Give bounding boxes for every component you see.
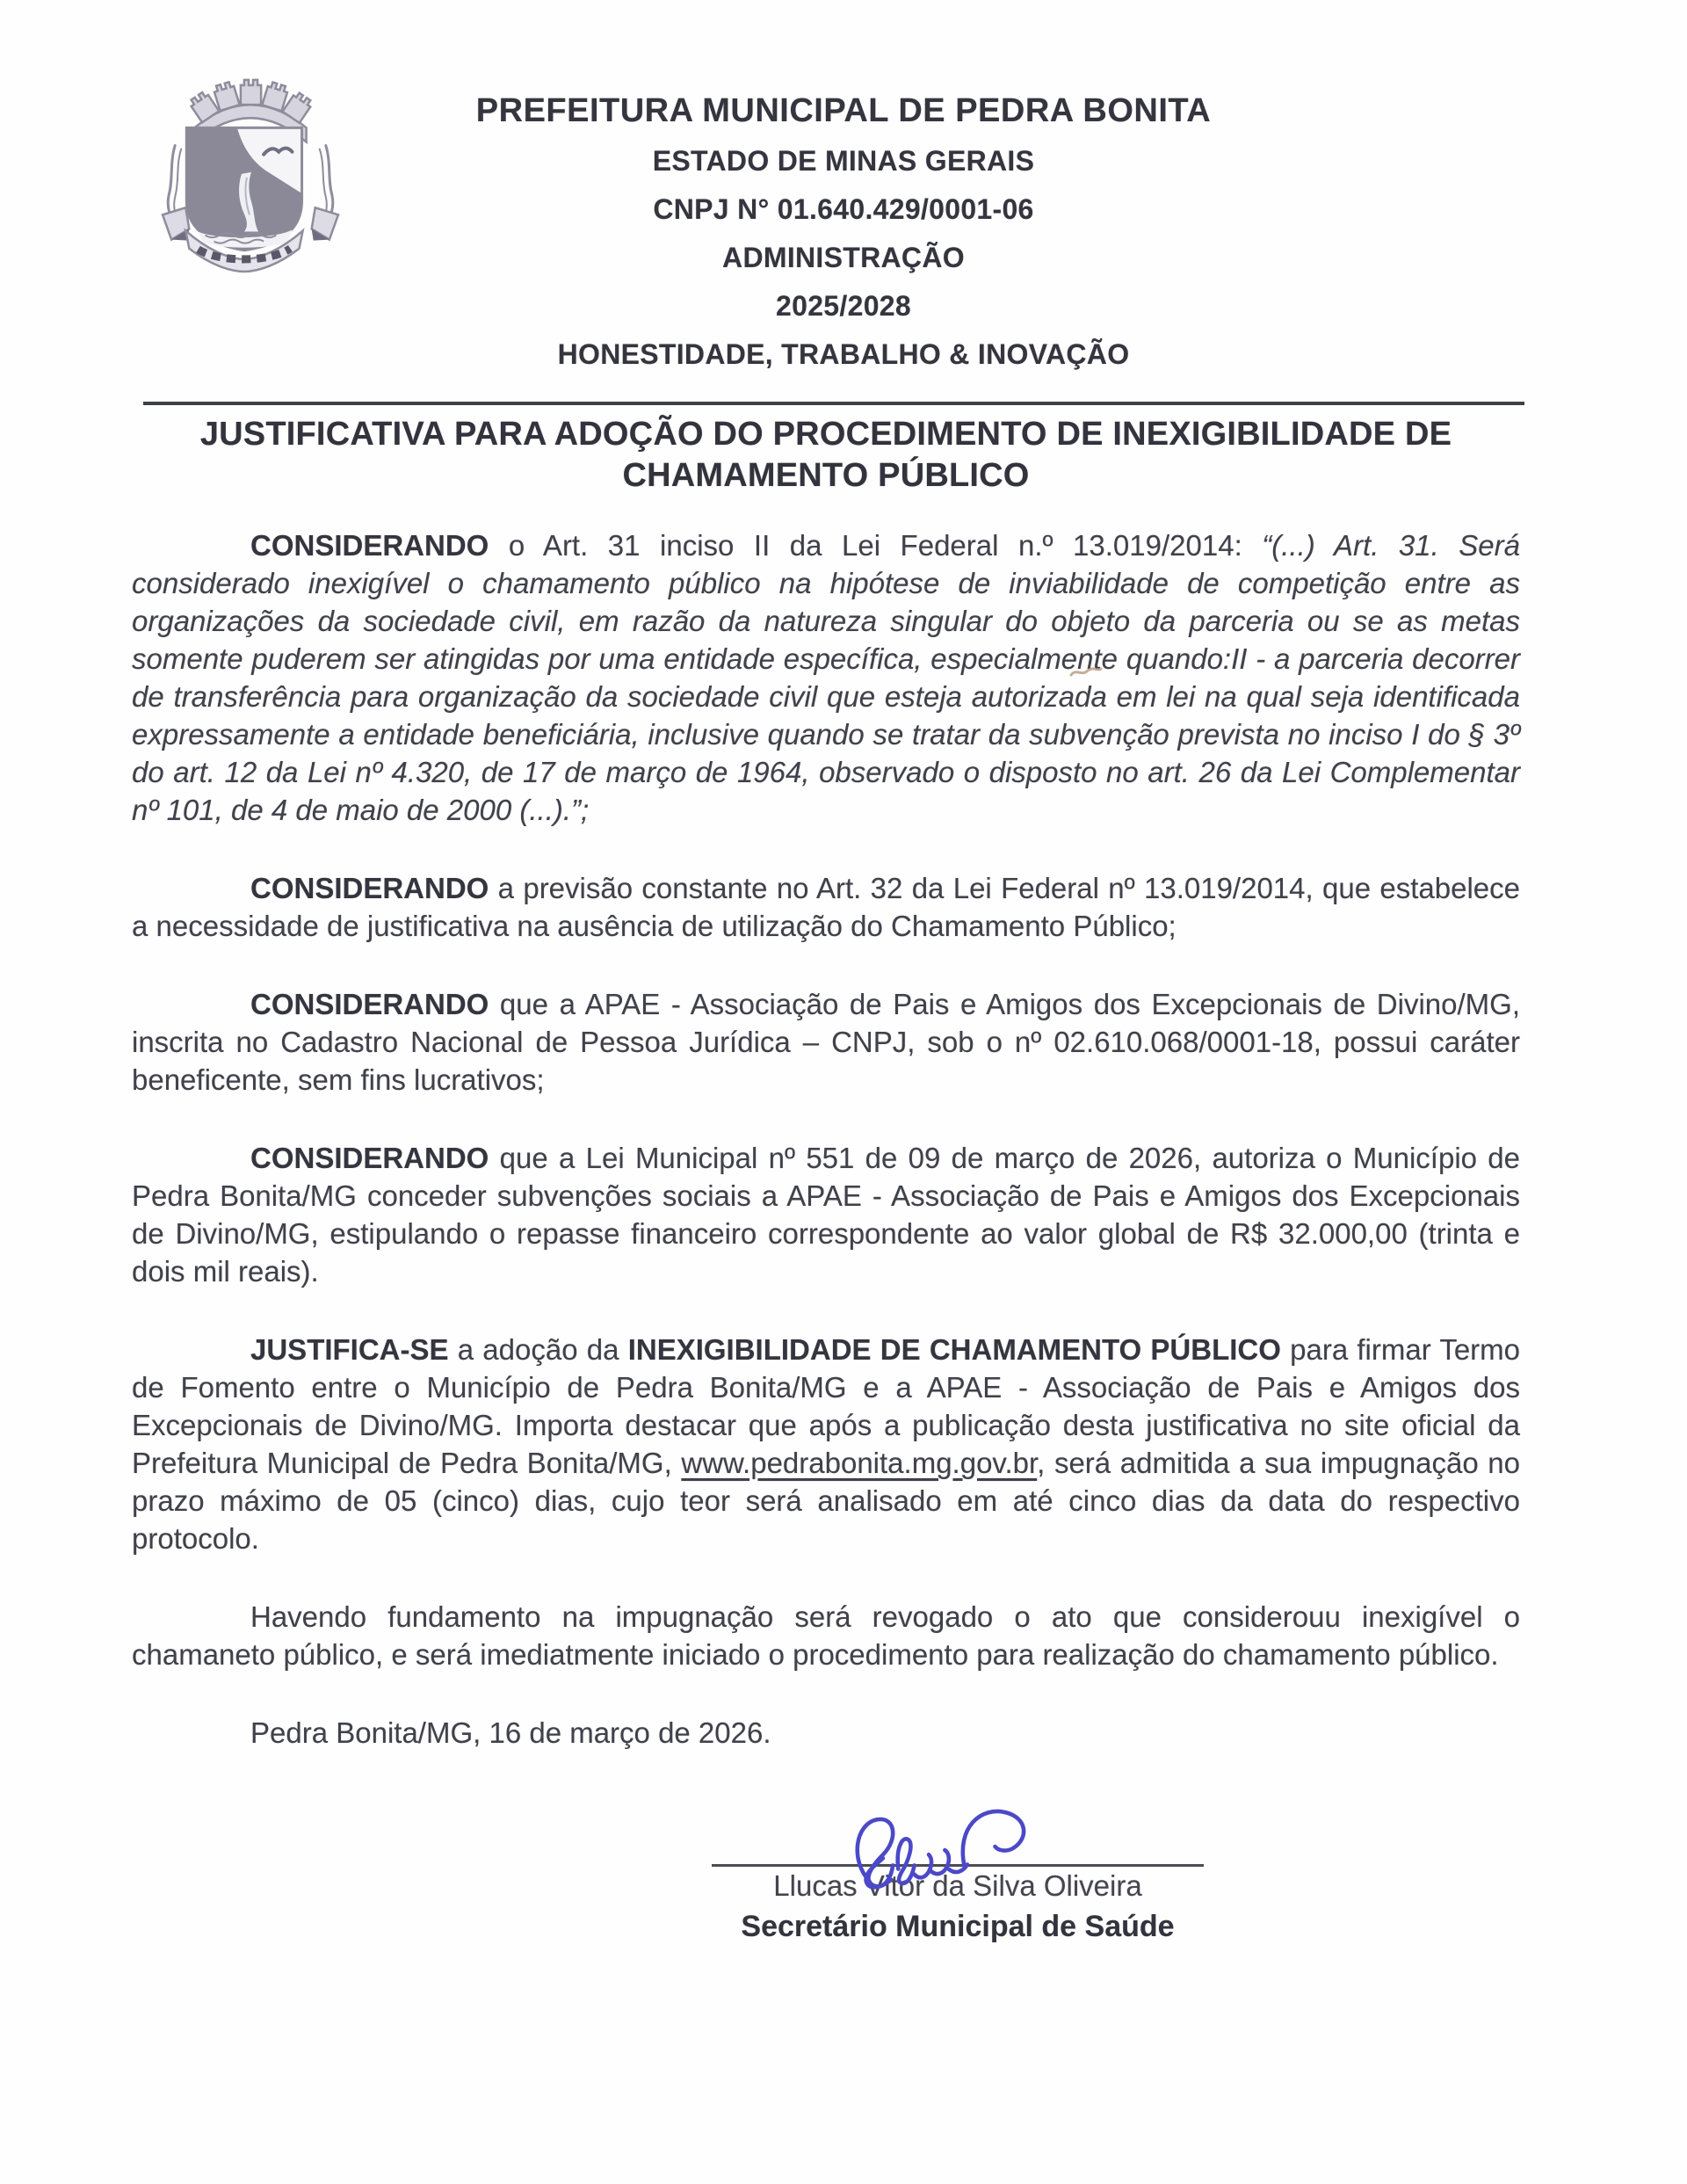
signature-block xyxy=(703,1810,1213,1948)
document-body xyxy=(0,414,1687,1948)
paragraph-text: , será admitida a sua impugnação no prazo máximo de 05 (cinco) dias, cujo teor será analisado em até cinco dias da data do respectivo protocolo. xyxy=(132,1447,1521,1555)
signatory-role: Secretário Municipal de Saúde xyxy=(741,1910,1175,1943)
emphasis-text: INEXIGIBILIDADE DE CHAMAMENTO PÚBLICO xyxy=(627,1333,1281,1366)
paragraph-justifica-se xyxy=(132,1331,1520,1557)
header-divider xyxy=(143,402,1524,405)
paragraph-text: o Art. 31 inciso II da Lei Federal n.º 13.019/2014: xyxy=(489,529,1263,562)
paragraph-text: que a APAE - Associação de Pais e Amigos dos Excepcionais de Divino/MG, inscrita no Cadastro Nacional de Pessoa Jurídica – CNPJ, sob o nº 02.610.068/0001-18, possui caráter beneficente, sem fins lucrativos; xyxy=(132,988,1520,1096)
signatory-name: Llucas Vitor da Silva Oliveira xyxy=(773,1869,1142,1902)
scan-smudge xyxy=(1068,664,1104,680)
paragraph-considerando-2 xyxy=(132,869,1520,945)
paragraph-considerando-3 xyxy=(132,985,1520,1099)
paragraph-text: que a Lei Municipal nº 551 de 09 de março de 2026, autoriza o Município de Pedra Bonita/MG conceder subvenções sociais a APAE - Associação de Pais e Amigos dos Excepcionais de Divino/MG, estipulando o repasse financeiro correspondente ao valor global de R$ 32.000,00 (trinta e dois mil reais). xyxy=(132,1142,1520,1288)
paragraph-text: a adoção da xyxy=(448,1333,628,1366)
paragraph-text: a previsão constante no Art. 32 da Lei Federal nº 13.019/2014, que estabelece a necessidade de justificativa na ausência de utilização do Chamamento Público; xyxy=(132,872,1520,942)
paragraph-considerando-4 xyxy=(132,1139,1520,1290)
paragraph-considerando-1 xyxy=(132,526,1520,829)
motto-line: HONESTIDADE, TRABALHO & INOVAÇÃO xyxy=(557,338,1130,370)
cnpj-line: CNPJ N° 01.640.429/0001-06 xyxy=(653,193,1034,225)
paragraph-lead: CONSIDERANDO xyxy=(250,529,489,562)
date-place-line: Pedra Bonita/MG, 16 de março de 2026. xyxy=(250,1716,771,1749)
state-line: ESTADO DE MINAS GERAIS xyxy=(652,145,1035,177)
paragraph-lead: JUSTIFICA-SE xyxy=(250,1333,449,1366)
website-url: www.pedrabonita.mg.gov.br xyxy=(681,1447,1038,1479)
administration-line: ADMINISTRAÇÃO xyxy=(722,242,965,273)
paragraph-lead: CONSIDERANDO xyxy=(250,988,489,1020)
legal-quote: “(...) Art. 31. Será considerado inexigível o chamamento público na hipótese de inviabilidade de competição entre as organizações da sociedade civil, em razão da natureza singular do objeto da parceria ou se as metas somente puderem ser atingidas por uma entidade específica, especialmente quando:II - a parceria decorrer de transferência para organização da sociedade civil que esteja autorizada em lei na qual seja identificada expressamente a entidade beneficiária, inclusive quando se tratar da subvenção prevista no inciso I do § 3º do art. 12 da Lei nº 4.320, de 17 de março de 1964, observado o disposto no art. 26 da Lei Complementar nº 101, de 4 de maio de 2000 (...).”; xyxy=(132,529,1520,826)
paragraph-lead: CONSIDERANDO xyxy=(250,872,489,904)
paragraph-text: para firmar Termo de Fomento entre o Município de Pedra Bonita/MG e a APAE - Associação de Pais e Amigos dos Excepcionais de Divino/MG. Importa destacar que após a publicação desta justificativa no site oficial da Prefeitura Municipal de Pedra Bonita/MG, xyxy=(132,1333,1521,1479)
signature-scribble-icon xyxy=(839,1801,1063,1890)
coat-of-arms-icon xyxy=(159,74,342,290)
municipality-name: PREFEITURA MUNICIPAL DE PEDRA BONITA xyxy=(475,92,1212,129)
paragraph-impugnacao: Havendo fundamento na impugnação será revogado o ato que considerouu inexigível o chamaneto público, e será imediatmente iniciado o procedimento para realização do chamamento público. xyxy=(132,1600,1520,1671)
document-title: JUSTIFICATIVA PARA ADOÇÃO DO PROCEDIMENTO DE INEXIGIBILIDADE DE CHAMAMENTO PÚBLICO xyxy=(199,416,1452,494)
term-line: 2025/2028 xyxy=(776,290,911,322)
paragraph-lead: CONSIDERANDO xyxy=(250,1142,489,1174)
